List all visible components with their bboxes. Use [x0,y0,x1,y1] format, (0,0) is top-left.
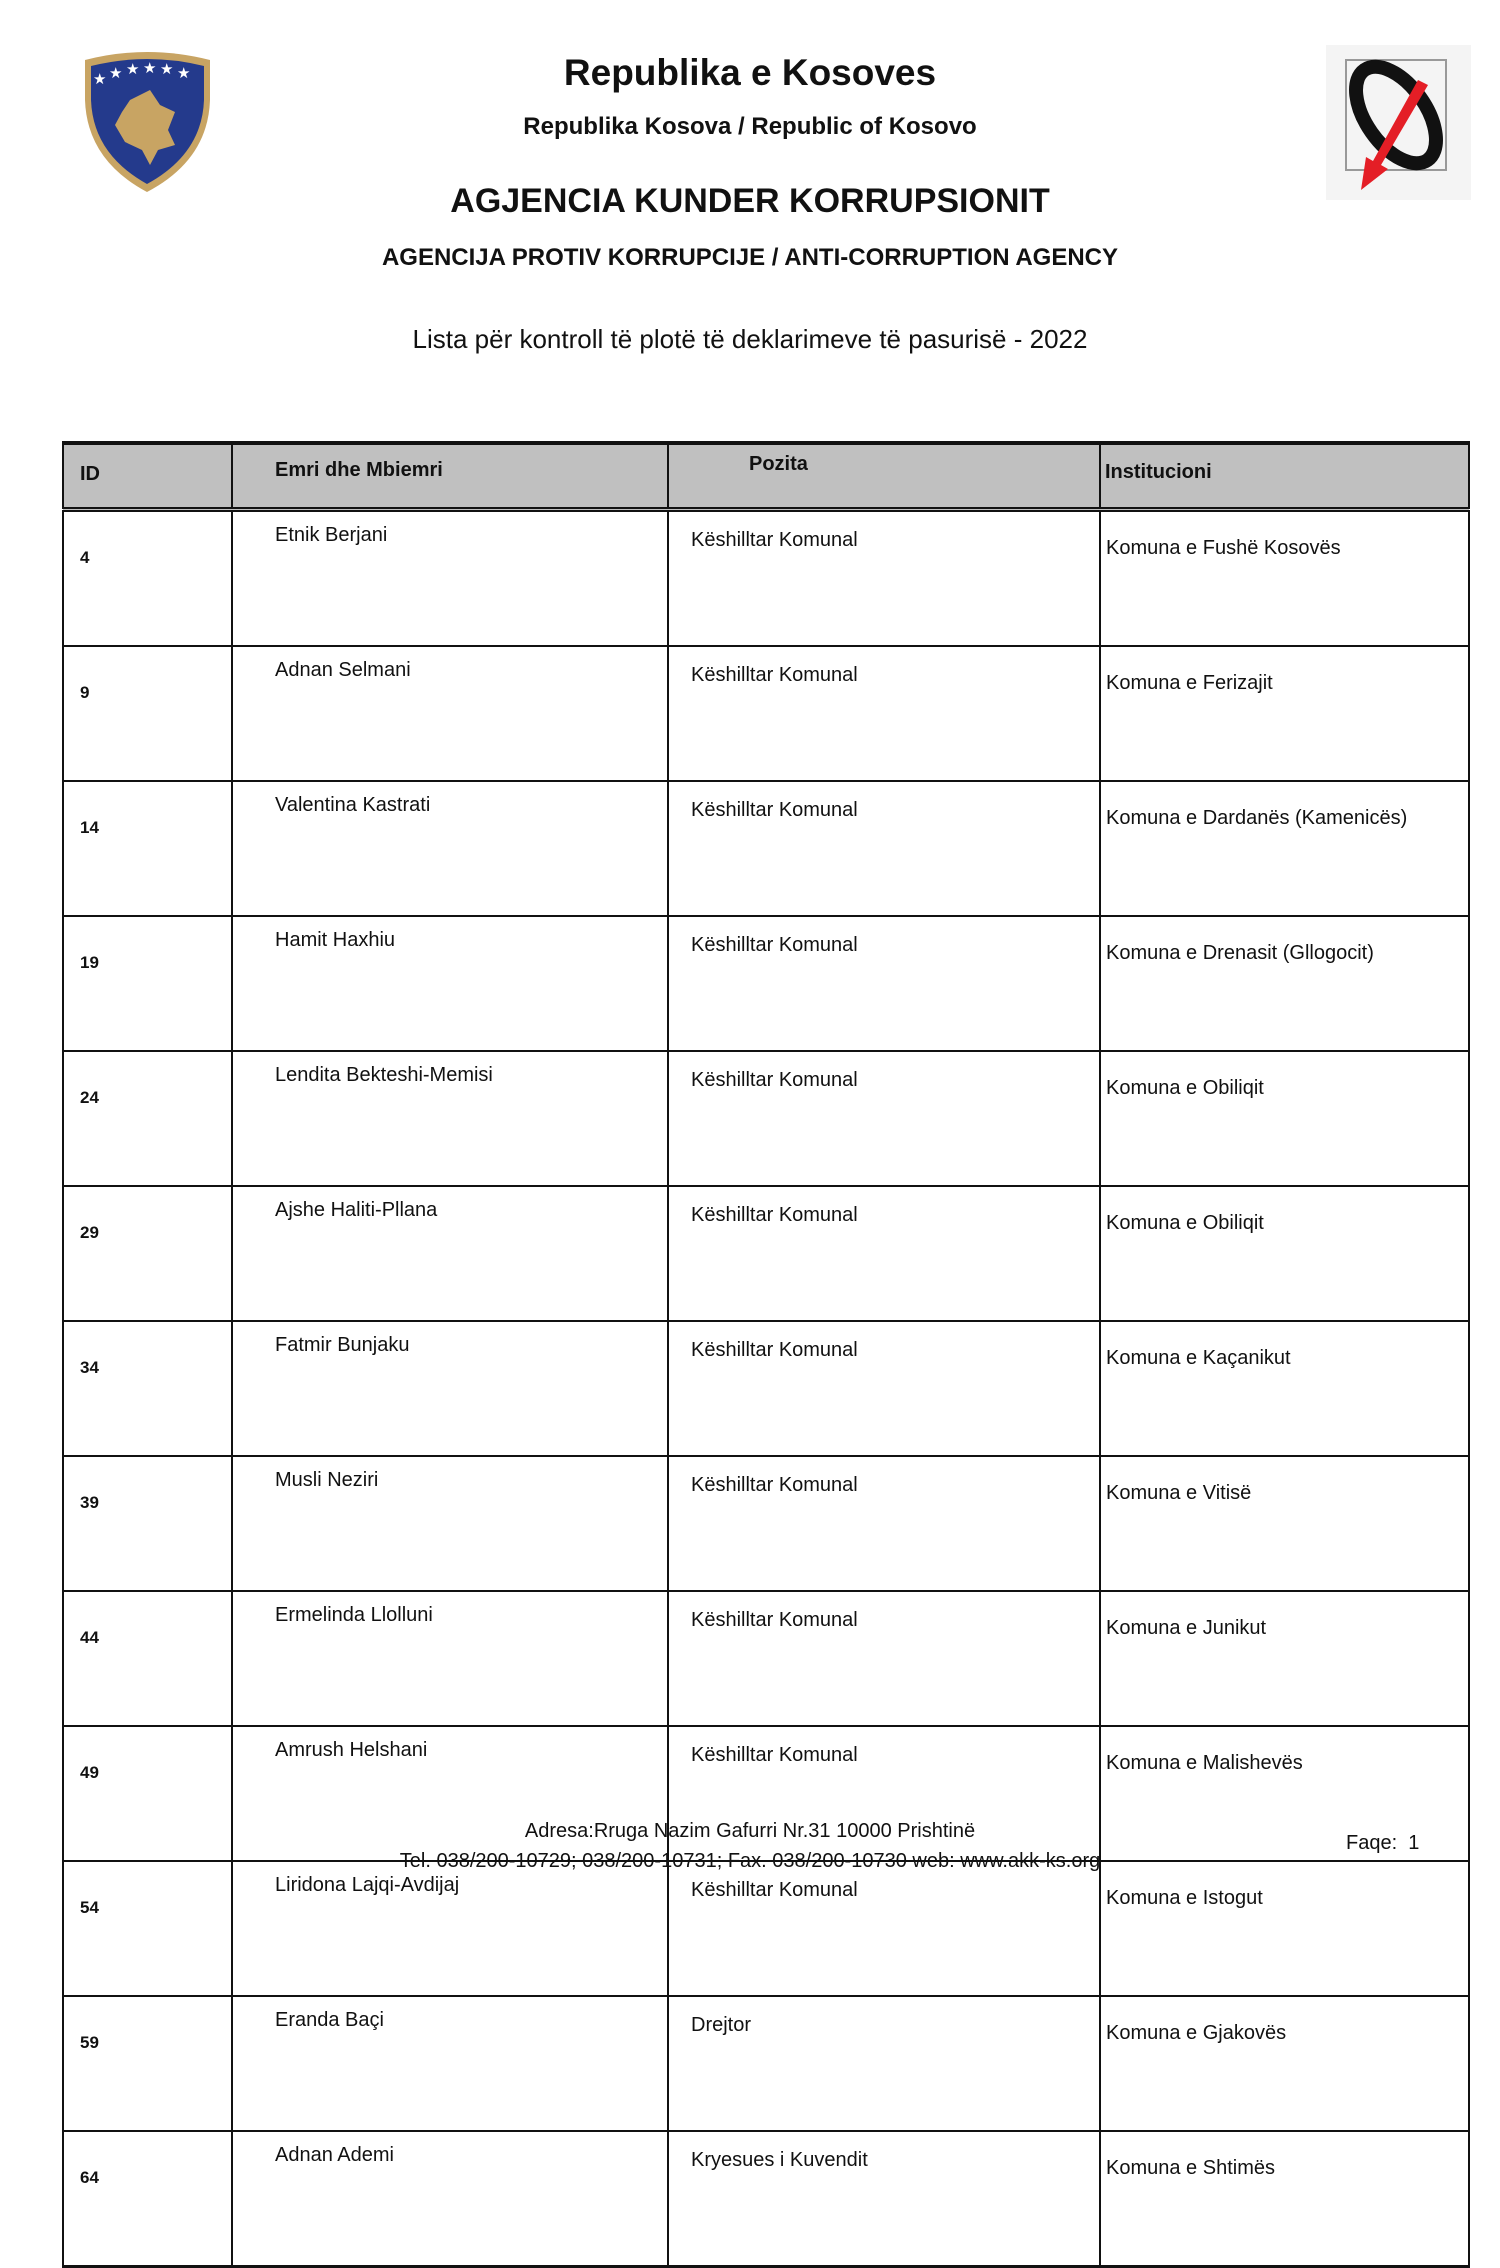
column-header-institution: Institucioni [1100,443,1469,510]
table-row [63,510,1469,647]
cell-institution: Komuna e Shtimës [1100,2131,1469,2267]
svg-text:★: ★ [143,59,157,77]
agency-name: AGJENCIA KUNDER KORRUPSIONIT [450,182,1050,220]
cell-position: Këshilltar Komunal [668,1051,1100,1186]
cell-name: Eranda Baçi [232,1996,668,2131]
cell-id: 39 [63,1456,232,1591]
table-row [63,916,1469,1051]
page-indicator [1346,1832,1419,1855]
cell-position: Këshilltar Komunal [668,1861,1100,1996]
cell-id: 49 [63,1726,232,1861]
cell-id: 4 [63,510,232,647]
table-header-row [63,443,1469,510]
cell-name: Liridona Lajqi-Avdijaj [232,1861,668,1996]
cell-id: 9 [63,646,232,781]
cell-id: 59 [63,1996,232,2131]
page-number: 1 [1408,1832,1420,1854]
column-header-name: Emri dhe Mbiemri [232,443,668,510]
table-row [63,2131,1469,2267]
cell-institution: Komuna e Dardanës (Kamenicës) [1100,781,1469,916]
cell-institution: Komuna e Vitisë [1100,1456,1469,1591]
table-row [63,1186,1469,1321]
cell-name: Amrush Helshani [232,1726,668,1861]
page-label: Faqe: [1346,1832,1398,1854]
cell-name: Ermelinda Llolluni [232,1591,668,1726]
svg-text:★: ★ [160,60,174,78]
cell-position: Kryesues i Kuvendit [668,2131,1100,2267]
cell-id: 14 [63,781,232,916]
svg-text:★: ★ [109,64,123,82]
cell-position: Këshilltar Komunal [668,1591,1100,1726]
declarations-table [62,441,1470,2268]
cell-id: 29 [63,1186,232,1321]
cell-name: Adnan Selmani [232,646,668,781]
agency-name-translations: AGENCIJA PROTIV KORRUPCIJE / ANTI-CORRUPTION AGENCY [381,244,1119,271]
cell-institution: Komuna e Obiliqit [1100,1051,1469,1186]
list-title: Lista për kontroll të plotë të deklarimeve të pasurisë - 2022 [412,324,1088,354]
cell-position: Drejtor [668,1996,1100,2131]
cell-position: Këshilltar Komunal [668,1186,1100,1321]
cell-position: Këshilltar Komunal [668,781,1100,916]
table-row [63,1051,1469,1186]
cell-name: Ajshe Haliti-Pllana [232,1186,668,1321]
cell-position: Këshilltar Komunal [668,916,1100,1051]
cell-position: Këshilltar Komunal [668,510,1100,647]
cell-position: Këshilltar Komunal [668,646,1100,781]
svg-text:★: ★ [177,64,191,82]
svg-text:★: ★ [93,70,107,88]
cell-institution: Komuna e Ferizajit [1100,646,1469,781]
cell-institution: Komuna e Junikut [1100,1591,1469,1726]
cell-institution: Komuna e Drenasit (Gllogocit) [1100,916,1469,1051]
cell-institution: Komuna e Fushë Kosovës [1100,510,1469,647]
cell-name: Valentina Kastrati [232,781,668,916]
column-header-position: Pozita [668,443,1100,510]
cell-id: 64 [63,2131,232,2267]
table-row [63,1321,1469,1456]
cell-position: Këshilltar Komunal [668,1321,1100,1456]
cell-id: 24 [63,1051,232,1186]
column-header-id: ID [63,443,232,510]
cell-name: Musli Neziri [232,1456,668,1591]
cell-id: 54 [63,1861,232,1996]
svg-text:★: ★ [126,60,140,78]
footer-address: Adresa:Rruga Nazim Gafurri Nr.31 10000 Prishtinë [524,1820,976,1842]
cell-institution: Komuna e Malishevës [1100,1726,1469,1861]
cell-id: 19 [63,916,232,1051]
cell-name: Fatmir Bunjaku [232,1321,668,1456]
cell-name: Hamit Haxhiu [232,916,668,1051]
cell-id: 44 [63,1591,232,1726]
table-row [63,1591,1469,1726]
cell-name: Etnik Berjani [232,510,668,647]
cell-institution: Komuna e Istogut [1100,1861,1469,1996]
cell-id: 34 [63,1321,232,1456]
cell-position: Këshilltar Komunal [668,1456,1100,1591]
document-title: Republika e Kosoves [563,52,937,93]
cell-name: Lendita Bekteshi-Memisi [232,1051,668,1186]
cell-name: Adnan Ademi [232,2131,668,2267]
table-row [63,1456,1469,1591]
table-row [63,646,1469,781]
cell-institution: Komuna e Kaçanikut [1100,1321,1469,1456]
document-subtitle: Republika Kosova / Republic of Kosovo [523,113,977,140]
table-row [63,1861,1469,1996]
table-row [63,1996,1469,2131]
cell-position: Këshilltar Komunal [668,1726,1100,1861]
table-row [63,781,1469,916]
footer-contact: Tel. 038/200-10729; 038/200-10731; Fax. 038/200-10730 web: www.akk-ks.org [399,1850,1101,1872]
cell-institution: Komuna e Gjakovës [1100,1996,1469,2131]
cell-institution: Komuna e Obiliqit [1100,1186,1469,1321]
